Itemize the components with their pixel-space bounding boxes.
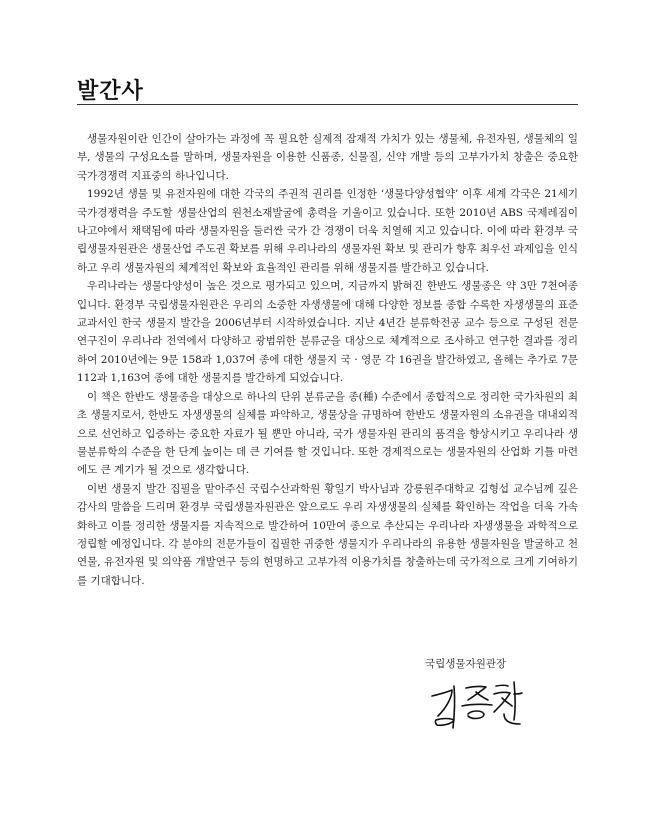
title-divider — [77, 104, 578, 105]
paragraph-5: 이번 생물지 발간 집필을 맡아주신 국립수산과학원 황일기 박사님과 강릉원주대학교 김형섭 교수님께 깊은 감사의 말씀을 드리며 환경부 국립생물자원관은 앞으로도 우리 자생생물의 실체를 확인하는 작업을 더욱 가속화하고 이를 정리한 생물지를 지속적으로 발간하여 10만여 종으로 추산되는 우리나라 자생생물을 과학적으로 정립할 예정입니다. 각 분야의 전문가들이 집필한 귀중한 생물지가 우리나라의 유용한 생물자원을 발굴하고 천연물, 유전자원 및 의약품 개발연구 등의 현명하고 고부가적 이용가치를 창출하는데 국가적으로 크게 기여하기를 기대합니다. — [77, 482, 578, 587]
paragraph-3: 우리나라는 생물다양성이 높은 것으로 평가되고 있으며, 지금까지 밝혀진 한반도 생물종은 약 3만 7천여종 입니다. 환경부 국립생물자원관은 우리의 소중한 자생생물에 대해 다양한 정보를 종합 수록한 자생생물의 표준 교과서인 한국 생물지 발간을 2006년부터 시작하였습니다. 지난 4년간 분류학전공 교수 등으로 구성된 전문연구진이 우리나라 전역에서 다양하고 광범위한 분류군을 대상으로 체계적으로 조사하고 연구한 결과를 정리하여 2010년에는 9문 158과 1,037여 종에 대한 생물지 국 · 영문 각 16권을 발간하였고, 올해는 추가로 7문 112과 1,163여 종에 대한 생물지를 발간하게 되었습니다. — [77, 280, 578, 385]
paragraph-2: 1992년 생물 및 유전자원에 대한 각국의 주권적 권리를 인정한 ‘생물다양성협약’ 이후 세계 각국은 21세기 국가경쟁력을 주도할 생물산업의 원천소재발굴에 총력을 기울이고 있습니다. 또한 2010년 ABS 국제레짐이 나고야에서 채택됨에 따라 생물자원을 둘러싼 국가 간 경쟁이 더욱 치열해 지고 있습니다. 이에 따라 환경부 국립생물자원관은 생물산업 주도권 확보를 위해 우리나라의 생물자원 확보 및 관리가 향후 최우선 과제임을 인식하고 우리 생물자원의 체계적인 확보와 효율적인 관리를 위해 생물지를 발간하고 있습니다. — [77, 188, 578, 274]
paragraph-1: 생물자원이란 인간이 살아가는 과정에 꼭 필요한 실제적 잠재적 가치가 있는 생물체, 유전자원, 생물체의 일부, 생물의 구성요소를 말하며, 생물자원을 이용한 신품종, 신물질, 신약 개발 등의 고부가가치 창출은 중요한 국가경쟁력 지표중의 하나입니다. — [77, 133, 578, 182]
signatory-title: 국립생물자원관장 — [425, 658, 507, 670]
paragraph-4: 이 책은 한반도 생물종을 대상으로 하나의 단위 분류군을 종(種) 수준에서 종합적으로 정리한 국가차원의 최초 생물지로서, 한반도 자생생물의 실체를 파악하고, 생물상을 규명하여 한반도 생물자원의 소유권을 대내외적으로 선언하고 입증하는 중요한 자료가 될 뿐만 아니라, 국가 생물자원 관리의 품격을 향상시키고 우리나라 생물분류학의 수준을 한 단계 높이는 데 큰 기여를 할 것입니다. 또한 경제적으로는 생물자원의 산업화 기틀 마련에도 큰 계기가 될 것으로 생각합니다. — [77, 390, 578, 477]
page-title: 발간사 — [77, 79, 144, 104]
handwritten-signature — [428, 676, 528, 732]
foreword-body — [77, 130, 578, 590]
